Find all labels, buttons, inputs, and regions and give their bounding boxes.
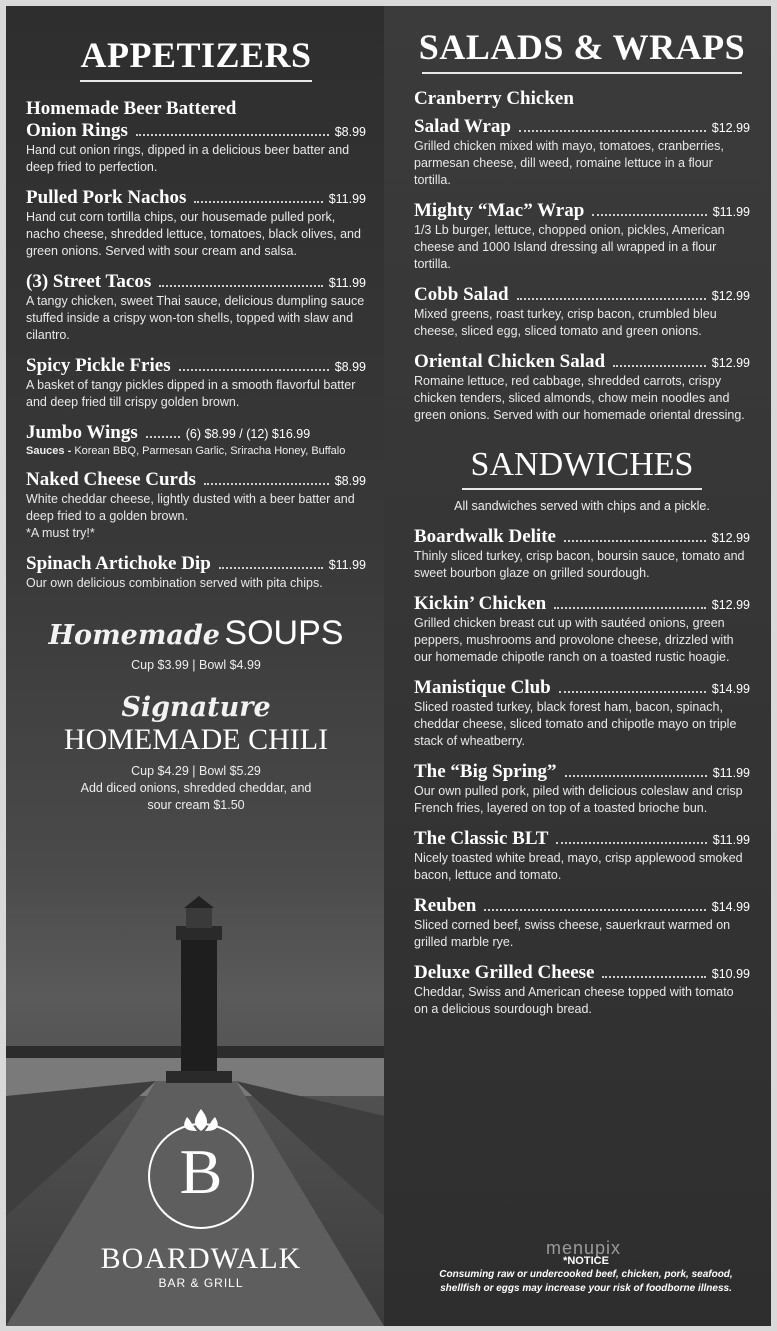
item-name-row — [414, 828, 750, 850]
item-name: Jumbo Wings — [26, 422, 138, 443]
leader-dots — [602, 976, 705, 978]
item-name: Spicy Pickle Fries — [26, 355, 171, 376]
sauces-list: Korean BBQ, Parmesan Garlic, Sriracha Honey, Buffalo — [74, 445, 346, 457]
item-price: $12.99 — [711, 531, 750, 545]
item-description: Grilled chicken mixed with mayo, tomatoes, cranberries, parmesan cheese, dill weed, romaine lettuce in a flour tortilla. — [414, 139, 724, 187]
item-name: Kickin’ Chicken — [414, 593, 547, 614]
item-description: Nicely toasted white bread, mayo, crisp applewood smoked bacon, lettuce and tomato. — [414, 851, 743, 882]
soups-prices: Cup $3.99 | Bowl $4.99 — [131, 658, 261, 672]
item-price: $11.99 — [328, 276, 366, 290]
menu-item — [26, 98, 366, 176]
item-description: White cheddar cheese, lightly dusted with a beer batter and deep fried to a golden brown. — [26, 492, 355, 523]
right-column — [414, 26, 750, 1018]
chili-section — [26, 692, 366, 814]
notice-text: Consuming raw or undercooked beef, chicken, pork, seafood, shellfish or eggs may increase your risk of foodborne illness. — [439, 1269, 733, 1294]
notice-title: *NOTICE — [563, 1255, 609, 1267]
item-description: Mixed greens, roast turkey, crisp bacon, crumbled bleu cheese, sliced egg, sliced tomato and green onions. — [414, 307, 717, 338]
logo-letter: B — [179, 1136, 223, 1207]
item-description: Hand cut onion rings, dipped in a delicious beer batter and deep fried to perfection. — [26, 143, 350, 174]
leader-dots — [517, 298, 706, 300]
soups-script: Homemade — [48, 620, 220, 651]
item-description: Sliced roasted turkey, black forest ham, bacon, spinach, cheddar cheese, sliced tomato and chipotle mayo on triple stack of wheatberry. — [414, 700, 737, 748]
menu-item-wings — [26, 422, 366, 458]
boardwalk-logo — [86, 1101, 316, 1290]
item-price: $11.99 — [328, 192, 366, 206]
item-name-row — [26, 553, 366, 575]
item-name: Onion Rings — [26, 120, 128, 141]
item-name: Oriental Chicken Salad — [414, 351, 606, 372]
item-name: Pulled Pork Nachos — [26, 187, 187, 208]
sandwiches-rule — [462, 488, 702, 490]
menu-item — [414, 284, 750, 340]
salads-rule — [422, 72, 742, 74]
menu-item — [26, 271, 366, 344]
item-name: The Classic BLT — [414, 828, 549, 849]
item-description: Cheddar, Swiss and American cheese topped with tomato on a delicious sourdough bread. — [414, 985, 734, 1016]
item-price: $14.99 — [711, 682, 750, 696]
leader-dots — [159, 285, 322, 287]
item-price: $11.99 — [328, 558, 366, 572]
chili-heading: HOMEMADE CHILI — [63, 723, 329, 756]
leader-dots — [613, 365, 706, 367]
item-price: (6) $8.99 / (12) $16.99 — [185, 427, 311, 441]
leader-dots — [559, 691, 706, 693]
item-name: Deluxe Grilled Cheese — [414, 962, 595, 983]
leader-dots — [179, 369, 329, 371]
item-name: Naked Cheese Curds — [26, 469, 196, 490]
item-description: Sliced corned beef, swiss cheese, sauerkraut warmed on grilled marble rye. — [414, 918, 731, 949]
leader-dots — [519, 130, 706, 132]
item-name: (3) Street Tacos — [26, 271, 152, 292]
item-description: Our own pulled pork, piled with delicious coleslaw and crisp French fries, layered on top of a toasted brioche bun. — [414, 784, 743, 815]
menu-item — [414, 351, 750, 424]
item-name: The “Big Spring” — [414, 761, 557, 782]
item-description: A tangy chicken, sweet Thai sauce, delicious dumpling sauce stuffed inside a crispy won-ton shells, topped with slaw and cilantro. — [26, 294, 365, 342]
item-name-row — [414, 284, 750, 306]
item-price: $8.99 — [334, 125, 366, 139]
appetizers-rule — [80, 80, 312, 82]
item-name-row — [414, 526, 750, 548]
item-name-row — [414, 200, 750, 222]
menu-item — [414, 200, 750, 273]
leader-dots — [219, 567, 323, 569]
logo-name: BOARDWALK — [100, 1242, 302, 1275]
item-price: $11.99 — [712, 205, 750, 219]
leader-dots — [556, 842, 706, 844]
soups-section — [26, 614, 366, 674]
item-name-row — [26, 187, 366, 209]
item-price: $14.99 — [711, 900, 750, 914]
item-price: $11.99 — [712, 766, 750, 780]
menupix-watermark: menupix — [546, 1238, 622, 1258]
item-description: Romaine lettuce, red cabbage, shredded carrots, crispy chicken tenders, sliced almonds, chow mein noodles and green onions. Served with our homemade oriental dressing. — [414, 374, 745, 422]
wing-sauces — [26, 444, 366, 458]
soups-heading: SOUPS — [224, 614, 344, 652]
menu-item — [414, 526, 750, 582]
item-name: Manistique Club — [414, 677, 551, 698]
salads-wraps-heading: SALADS & WRAPS — [418, 27, 746, 67]
menu-item — [414, 761, 750, 817]
item-price: $12.99 — [711, 289, 750, 303]
leader-dots — [554, 607, 706, 609]
chili-prices: Cup $4.29 | Bowl $5.29 — [131, 764, 261, 778]
menu-item — [414, 895, 750, 951]
leader-dots — [204, 483, 329, 485]
item-name-row — [26, 355, 366, 377]
item-name: Spinach Artichoke Dip — [26, 553, 211, 574]
item-name-row — [414, 593, 750, 615]
item-name-row — [414, 351, 750, 373]
item-name: Mighty “Mac” Wrap — [414, 200, 585, 221]
menu-item — [414, 677, 750, 750]
leader-dots — [592, 214, 706, 216]
leader-dots — [484, 909, 705, 911]
item-name-row — [26, 422, 366, 444]
item-prefix: Homemade Beer Battered — [26, 98, 237, 119]
item-name-row — [414, 116, 750, 138]
item-description: A basket of tangy pickles dipped in a smooth flavorful batter and deep fried till crispy golden brown. — [26, 378, 356, 409]
menu-item — [414, 962, 750, 1018]
item-name: Reuben — [414, 895, 477, 916]
item-name: Boardwalk Delite — [414, 526, 556, 547]
logo-subtitle: BAR & GRILL — [158, 1276, 244, 1290]
item-price: $8.99 — [334, 474, 366, 488]
leader-dots — [565, 775, 707, 777]
menu-item — [26, 355, 366, 411]
leader-dots — [564, 540, 706, 542]
menu-item — [26, 553, 366, 592]
item-description: Thinly sliced turkey, crisp bacon, boursin sauce, tomato and sweet bourbon glaze on grilled sourdough. — [414, 549, 745, 580]
item-description: Hand cut corn tortilla chips, our housemade pulled pork, nacho cheese, shredded lettuce, tomatoes, black olives, and green onions. Served with sour cream and salsa. — [26, 210, 361, 258]
menu-item — [414, 88, 750, 189]
menu-item — [414, 828, 750, 884]
item-name-row — [414, 761, 750, 783]
item-note: *A must try!* — [26, 526, 95, 540]
item-description: 1/3 Lb burger, lettuce, chopped onion, pickles, American cheese and 1000 Island dressing all wrapped in a flour tortilla. — [414, 223, 725, 271]
chili-script: Signature — [121, 692, 271, 723]
foodborne-notice — [426, 1254, 746, 1296]
item-name-row — [414, 895, 750, 917]
item-price: $11.99 — [712, 833, 750, 847]
item-price: $8.99 — [334, 360, 366, 374]
appetizers-heading: APPETIZERS — [80, 35, 312, 75]
item-price: $12.99 — [711, 121, 750, 135]
item-name-row — [414, 962, 750, 984]
item-name-row — [26, 271, 366, 293]
leader-dots — [136, 134, 329, 136]
item-name-row — [26, 120, 366, 142]
item-price: $10.99 — [711, 967, 750, 981]
item-name: Cobb Salad — [414, 284, 509, 305]
item-description: Our own delicious combination served with pita chips. — [26, 576, 323, 590]
sandwiches-heading: SANDWICHES — [470, 446, 694, 483]
item-price: $12.99 — [711, 356, 750, 370]
sauces-label: Sauces - — [26, 445, 75, 457]
sandwiches-note: All sandwiches served with chips and a pickle. — [454, 499, 710, 513]
item-description: Grilled chicken breast cut up with sautéed onions, green peppers, mushrooms and provolone cheese, drizzled with our homemade chipotle ranch on a toasted rustic hoagie. — [414, 616, 734, 664]
leader-dots — [194, 201, 322, 203]
menu-item — [414, 593, 750, 666]
item-name: Salad Wrap — [414, 116, 511, 137]
menu-page — [6, 6, 771, 1326]
leader-dots — [146, 436, 180, 438]
menu-item — [26, 469, 366, 542]
item-name-row — [414, 677, 750, 699]
left-column — [26, 34, 366, 814]
menu-item — [26, 187, 366, 260]
item-name-row — [26, 469, 366, 491]
chili-addon: Add diced onions, shredded cheddar, and sour cream $1.50 — [80, 781, 312, 812]
item-prefix: Cranberry Chicken — [414, 88, 574, 109]
item-price: $12.99 — [711, 598, 750, 612]
